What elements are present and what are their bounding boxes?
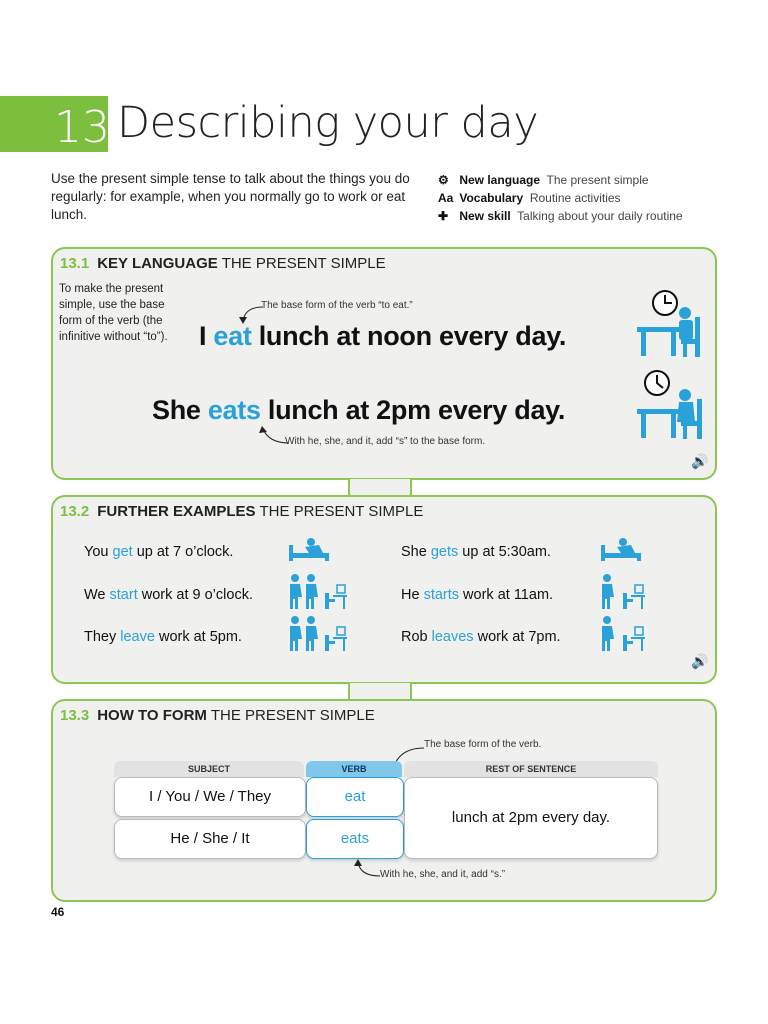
letters-icon: Aa bbox=[438, 191, 454, 205]
page-title: Describing your day bbox=[117, 98, 539, 148]
audio-speaker-icon[interactable]: 🔊 bbox=[691, 653, 709, 669]
people-leaving-work-icon bbox=[287, 615, 349, 653]
verb-piece-2: eats bbox=[306, 819, 404, 859]
verb-piece-1: eat bbox=[306, 777, 404, 817]
further-examples-panel bbox=[51, 495, 717, 684]
getting-up-bed-icon bbox=[599, 537, 645, 563]
annotation-add-s: With he, she, and it, add “s.” bbox=[380, 869, 506, 880]
subject-piece-2: He / She / It bbox=[114, 819, 306, 859]
example-left-3: They leave work at 5pm. bbox=[84, 629, 242, 645]
puzzle-icon: ✚ bbox=[438, 209, 449, 223]
meta-vocabulary: Aa Vocabulary Routine activities bbox=[438, 191, 621, 205]
arrow-icon bbox=[352, 858, 382, 882]
annotation-base-form: The base form of the verb. bbox=[424, 739, 542, 750]
chapter-number: 13 bbox=[54, 102, 110, 153]
example-right-2: He starts work at 11am. bbox=[401, 587, 554, 603]
annotation-base-form: The base form of the verb “to eat.” bbox=[261, 300, 413, 311]
column-verb: VERB bbox=[306, 761, 402, 777]
meta-new-language: ⚙ New language The present simple bbox=[438, 173, 649, 187]
meta-new-skill: ✚ New skill Talking about your daily routine bbox=[438, 209, 683, 223]
man-eating-at-noon-icon bbox=[635, 289, 707, 357]
key-language-panel bbox=[51, 247, 717, 480]
people-going-to-work-icon bbox=[287, 573, 349, 611]
rest-of-sentence-piece: lunch at 2pm every day. bbox=[404, 777, 658, 859]
page-number: 46 bbox=[51, 905, 65, 919]
audio-speaker-icon[interactable]: 🔊 bbox=[691, 453, 709, 469]
column-subject: SUBJECT bbox=[114, 761, 304, 777]
annotation-add-s: With he, she, and it, add “s” to the base form. bbox=[285, 436, 486, 447]
example-left-2: We start work at 9 o’clock. bbox=[84, 587, 253, 603]
section-heading: 13.1 KEY LANGUAGE THE PRESENT SIMPLE bbox=[60, 255, 386, 272]
intro-text: Use the present simple tense to talk about the things you do regularly: for example, when you normally go to work or eat lunch. bbox=[51, 171, 410, 222]
subject-piece-1: I / You / We / They bbox=[114, 777, 306, 817]
woman-eating-at-2pm-icon bbox=[635, 369, 707, 439]
explanation-note: To make the present simple, use the base form of the verb (the infinitive without “to”). bbox=[59, 283, 168, 343]
gears-icon: ⚙ bbox=[438, 173, 449, 187]
getting-up-bed-icon bbox=[287, 537, 333, 563]
section-heading: 13.3 HOW TO FORM THE PRESENT SIMPLE bbox=[60, 707, 375, 724]
man-going-to-work-icon bbox=[599, 573, 647, 611]
example-sentence-1: I eat lunch at noon every day. bbox=[199, 321, 567, 351]
example-right-1: She gets up at 5:30am. bbox=[401, 544, 551, 560]
example-left-1: You get up at 7 o’clock. bbox=[84, 544, 234, 560]
section-heading: 13.2 FURTHER EXAMPLES THE PRESENT SIMPLE bbox=[60, 503, 424, 520]
example-right-3: Rob leaves work at 7pm. bbox=[401, 629, 561, 645]
column-rest: REST OF SENTENCE bbox=[404, 761, 658, 777]
man-leaving-work-icon bbox=[599, 615, 647, 653]
example-sentence-2: She eats lunch at 2pm every day. bbox=[152, 395, 566, 425]
